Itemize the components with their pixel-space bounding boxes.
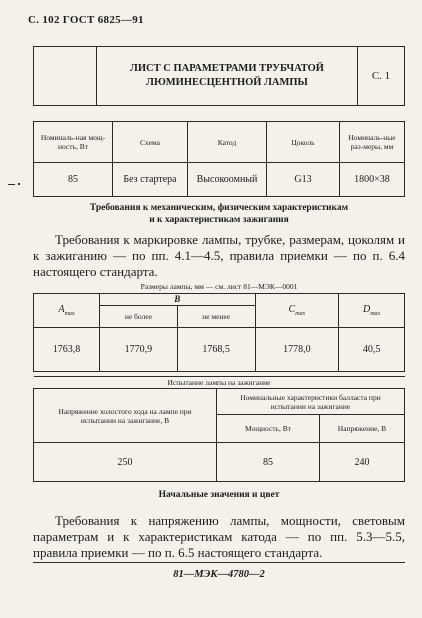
value-b-max: 1770,9 [100,327,178,372]
col-c-letter: C [288,303,296,315]
col-b-max: не более [100,305,178,327]
col-b: B [100,293,256,305]
section1-heading-line1: Требования к механическим, физическим характеристикам [89,203,349,213]
section2-text [33,513,405,561]
value-ballast-power: 85 [217,443,320,482]
scan-dot [18,183,20,185]
footer-rule [33,562,405,563]
value-dimensions: 1800×38 [340,163,405,197]
header-dimensions: Номиналь-ные раз-меры, мм [340,122,405,163]
col-d-sub: max [370,310,381,317]
header-power: Номиналь-ная мощ-ность, Вт [34,122,113,163]
value-open-circuit-voltage: 250 [34,443,217,482]
sheet-page-label: С. 1 [358,47,405,106]
col-d-letter: D [362,303,371,315]
sheet-title-line1: ЛИСТ С ПАРАМЕТРАМИ ТРУБЧАТОЙ [130,63,324,74]
page-footer: 81—МЭК—4780—2 [173,569,265,580]
section1-heading-line2: и к характеристикам зажигания [149,215,289,225]
lamp-parameters-table [33,121,405,197]
section1-paragraph: Требования к маркировке лампы, трубке, размерам, цоколям и к зажиганию — по пп. 4.1—4.5, правила приемки — по п. 6.4 настоящего стандарта. [33,232,405,279]
scan-mark [8,184,15,185]
header-cathode: Катод [188,122,267,163]
col-d [339,293,405,327]
section2-paragraph: Требования к напряжению лампы, мощности, световым параметрам и к характеристикам катода — по пп. 5.3—5.5, правила приемки — по п. 6.5 настоящего стандарта. [33,513,405,560]
value-scheme: Без стартера [113,163,188,197]
value-a: 1763,8 [34,327,100,372]
starting-test-caption: Испытание лампы на зажигание [34,377,405,389]
dimensions-table [33,280,405,372]
section1-heading [33,202,405,226]
value-ballast-voltage: 240 [320,443,405,482]
header-cap: Цоколь [267,122,340,163]
value-cap: G13 [267,163,340,197]
col-ballast-power: Мощность, Вт [217,415,320,443]
sheet-title-blank-cell [34,47,97,106]
col-c [255,293,339,327]
value-cathode: Высокоомный [188,163,267,197]
page-header: С. 102 ГОСТ 6825—91 [28,14,144,26]
col-a [34,293,100,327]
sheet-title-box [33,46,405,106]
col-c-sub: max [295,310,306,317]
value-d: 40,5 [339,327,405,372]
starting-test-table [33,376,405,482]
value-power: 85 [34,163,113,197]
col-a-letter: A [58,303,65,315]
col-a-sub: max [64,310,75,317]
col-open-circuit-voltage: Напряжение холостого хода на лампе при испытании на зажигание, В [34,389,217,443]
value-c: 1778,0 [255,327,339,372]
col-b-min: не менее [177,305,255,327]
section1-text [33,232,405,280]
dimensions-caption: Размеры лампы, мм — см. лист 81—МЭК—0001 [34,280,405,293]
section2-heading: Начальные значения и цвет [158,490,280,500]
sheet-title-line2: ЛЮМИНЕСЦЕНТНОЙ ЛАМПЫ [146,77,308,88]
sheet-title [97,47,358,106]
ballast-group-header: Номинальные характеристики балласта при испытании на зажигание [217,389,405,415]
col-ballast-voltage: Напряжение, В [320,415,405,443]
header-scheme: Схема [113,122,188,163]
value-b-min: 1768,5 [177,327,255,372]
